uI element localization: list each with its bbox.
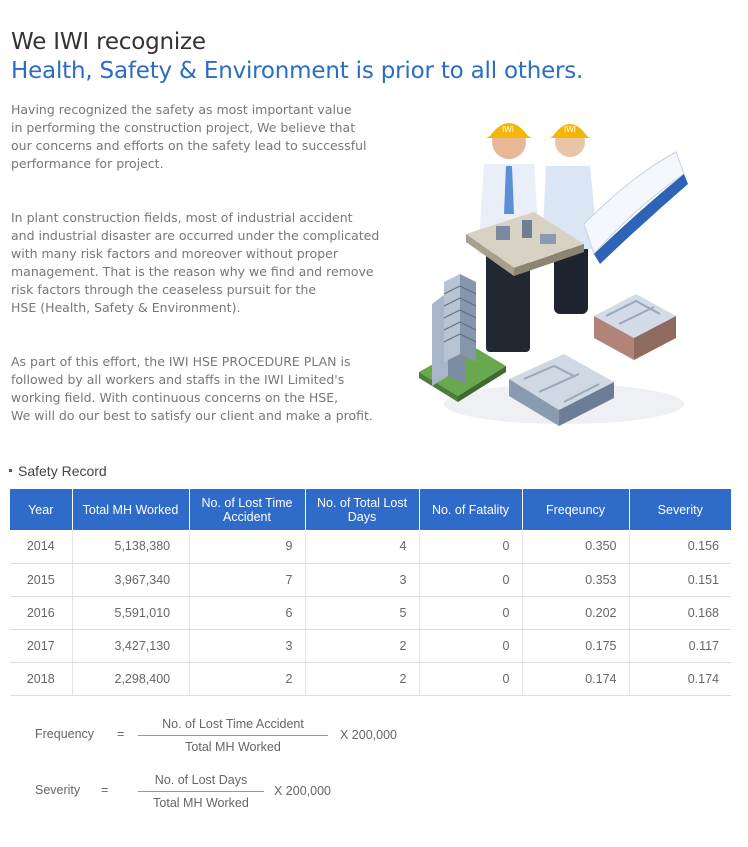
cell-lost-time-accident: 9: [189, 530, 305, 563]
col-header-year: Year: [10, 489, 72, 530]
blueprint-roll-image: [584, 152, 688, 264]
cell-total-lost-days: 2: [305, 629, 419, 662]
cell-total-mh: 5,591,010: [72, 596, 189, 629]
cell-year: 2018: [10, 662, 72, 695]
heading-line-2: Health, Safety & Environment is prior to all others.: [11, 58, 584, 84]
heading-line-1: We IWI recognize: [11, 29, 206, 55]
cell-fatality: 0: [419, 662, 522, 695]
paragraph-3: As part of this effort, the IWI HSE PROCEDURE PLAN is followed by all workers and staffs in the IWI Limited's working field. With continuous concerns on the HSE, We will do our best to satisfy our client and make a profit.: [11, 354, 373, 423]
hse-illustration: [414, 104, 700, 450]
cell-frequency: 0.174: [522, 662, 629, 695]
cell-severity: 0.174: [629, 662, 731, 695]
cell-lost-time-accident: 2: [189, 662, 305, 695]
paragraph-2: In plant construction fields, most of industrial accident and industrial disaster are occurred under the complicated with many risk factors and moreover without proper management. That is the reason why we find and remove risk factors through the ceaseless pursuit for the HSE (Health, Safety & Environment).: [11, 210, 380, 315]
frequency-denominator: Total MH Worked: [185, 740, 281, 754]
cell-severity: 0.117: [629, 629, 731, 662]
cell-total-mh: 3,427,130: [72, 629, 189, 662]
col-header-total-mh: Total MH Worked: [72, 489, 189, 530]
severity-denominator: Total MH Worked: [153, 796, 249, 810]
cell-lost-time-accident: 6: [189, 596, 305, 629]
table-row: [10, 629, 731, 662]
safety-record-title: Safety Record: [9, 463, 107, 479]
helmet-logo-woman: IWI: [564, 125, 576, 134]
cell-fatality: 0: [419, 563, 522, 596]
frequency-fraction: [138, 717, 328, 754]
cell-year: 2015: [10, 563, 72, 596]
cell-year: 2017: [10, 629, 72, 662]
frequency-equals: =: [117, 727, 125, 741]
col-header-fatality: No. of Fatality: [419, 489, 522, 530]
cell-lost-time-accident: 7: [189, 563, 305, 596]
bullet-icon: [9, 469, 12, 472]
col-header-severity: Severity: [629, 489, 731, 530]
cell-total-lost-days: 4: [305, 530, 419, 563]
cell-total-lost-days: 5: [305, 596, 419, 629]
severity-equals: =: [101, 783, 109, 797]
table-row: [10, 596, 731, 629]
severity-numerator: No. of Lost Days: [138, 773, 264, 792]
col-header-total-lost-days: No. of Total Lost Days: [305, 489, 419, 530]
frequency-label: Frequency: [35, 727, 95, 741]
table-header-row: [10, 489, 731, 530]
helmet-logo-man: IWI: [502, 125, 514, 134]
cell-year: 2014: [10, 530, 72, 563]
severity-fraction: [138, 773, 264, 810]
cell-severity: 0.168: [629, 596, 731, 629]
table-row: [10, 530, 731, 563]
floorplan-model-2-image: [594, 294, 676, 360]
cell-total-mh: 2,298,400: [72, 662, 189, 695]
cell-total-lost-days: 2: [305, 662, 419, 695]
table-row: [10, 662, 731, 695]
severity-multiplier: X 200,000: [274, 784, 331, 798]
cell-fatality: 0: [419, 530, 522, 563]
cell-total-lost-days: 3: [305, 563, 419, 596]
col-header-frequency: Freqeuncy: [522, 489, 629, 530]
cell-year: 2016: [10, 596, 72, 629]
cell-severity: 0.151: [629, 563, 731, 596]
cell-total-mh: 3,967,340: [72, 563, 189, 596]
cell-fatality: 0: [419, 596, 522, 629]
cell-lost-time-accident: 3: [189, 629, 305, 662]
cell-frequency: 0.350: [522, 530, 629, 563]
cell-severity: 0.156: [629, 530, 731, 563]
table-row: [10, 563, 731, 596]
frequency-numerator: No. of Lost Time Accident: [138, 717, 328, 736]
safety-record-table: [10, 489, 731, 696]
frequency-multiplier: X 200,000: [340, 728, 397, 742]
intro-text: [11, 101, 416, 425]
cell-frequency: 0.202: [522, 596, 629, 629]
cell-total-mh: 5,138,380: [72, 530, 189, 563]
cell-fatality: 0: [419, 629, 522, 662]
col-header-lost-time-accident: No. of Lost Time Accident: [189, 489, 305, 530]
paragraph-1: Having recognized the safety as most important value in performing the construction project, We believe that our concerns and efforts on the safety lead to successful performance for project.: [11, 102, 367, 171]
severity-label: Severity: [35, 783, 81, 797]
cell-frequency: 0.353: [522, 563, 629, 596]
cell-frequency: 0.175: [522, 629, 629, 662]
